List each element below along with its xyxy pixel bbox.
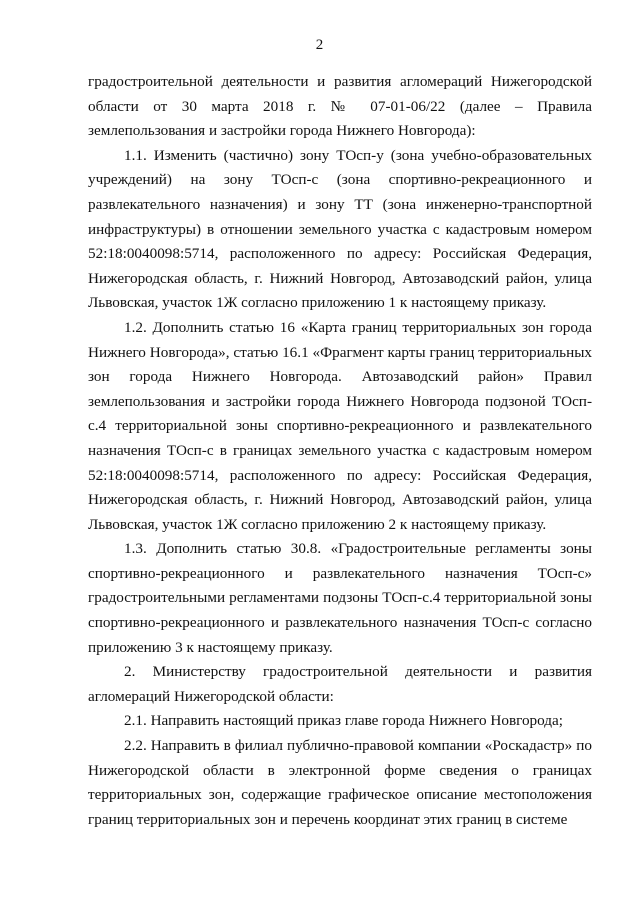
document-body: [88, 70, 592, 832]
paragraph-2-2: 2.2. Направить в филиал публично-правовой компании «Роскадастр» по Нижегородской области в электронной форме сведения о границах территориальных зон, содержащие графическое описание местоположения границ территориальных зон и перечень координат этих границ в системе: [88, 737, 592, 828]
paragraph-intro-continuation: градостроительной деятельности и развития агломераций Нижегородской области от 30 марта 2018 г. № 07-01-06/22 (далее – Правила землепользования и застройки города Нижнего Новгорода):: [88, 73, 592, 140]
paragraph-1-3: 1.3. Дополнить статью 30.8. «Градостроительные регламенты зоны спортивно-рекреационного и развлекательного назначения ТОсп-с» градостроительными регламентами подзоны ТОсп-с.4 территориальной зоны спортивно-рекреационного и развлекательного назначения ТОсп-с согласно приложению 3 к настоящему приказу.: [88, 540, 592, 656]
paragraph-2-1: 2.1. Направить настоящий приказ главе города Нижнего Новгорода;: [124, 712, 563, 730]
paragraph-1-1: 1.1. Изменить (частично) зону ТОсп-у (зона учебно-образовательных учреждений) на зону ТОсп-с (зона спортивно-рекреационного и развлекательного назначения) и зону ТТ (зона инженерно-транспортной инфраструктуры) в отношении земельного участка с кадастровым номером 52:18:0040098:5714, расположенного по адресу: Российская Федерация, Нижегородская область, г. Нижний Новгород, Автозаводский район, улица Львовская, участок 1Ж согласно приложению 1 к настоящему приказу.: [88, 146, 592, 312]
page-number: 2: [315, 37, 324, 53]
paragraph-1-2: 1.2. Дополнить статью 16 «Карта границ территориальных зон города Нижнего Новгорода», статью 16.1 «Фрагмент карты границ территориальных зон города Нижнего Новгорода. Автозаводский район» Правил землепользования и застройки города Нижнего Новгорода подзоной ТОсп-с.4 территориальной зоны спортивно-рекреационного и развлекательного назначения ТОсп-с в границах земельного участка с кадастровым номером 52:18:0040098:5714, расположенного по адресу: Российская Федерация, Нижегородская область, г. Нижний Новгород, Автозаводский район, улица Львовская, участок 1Ж согласно приложению 2 к настоящему приказу.: [88, 318, 592, 533]
paragraph-2: 2. Министерству градостроительной деятельности и развития агломераций Нижегородской области:: [88, 663, 592, 705]
